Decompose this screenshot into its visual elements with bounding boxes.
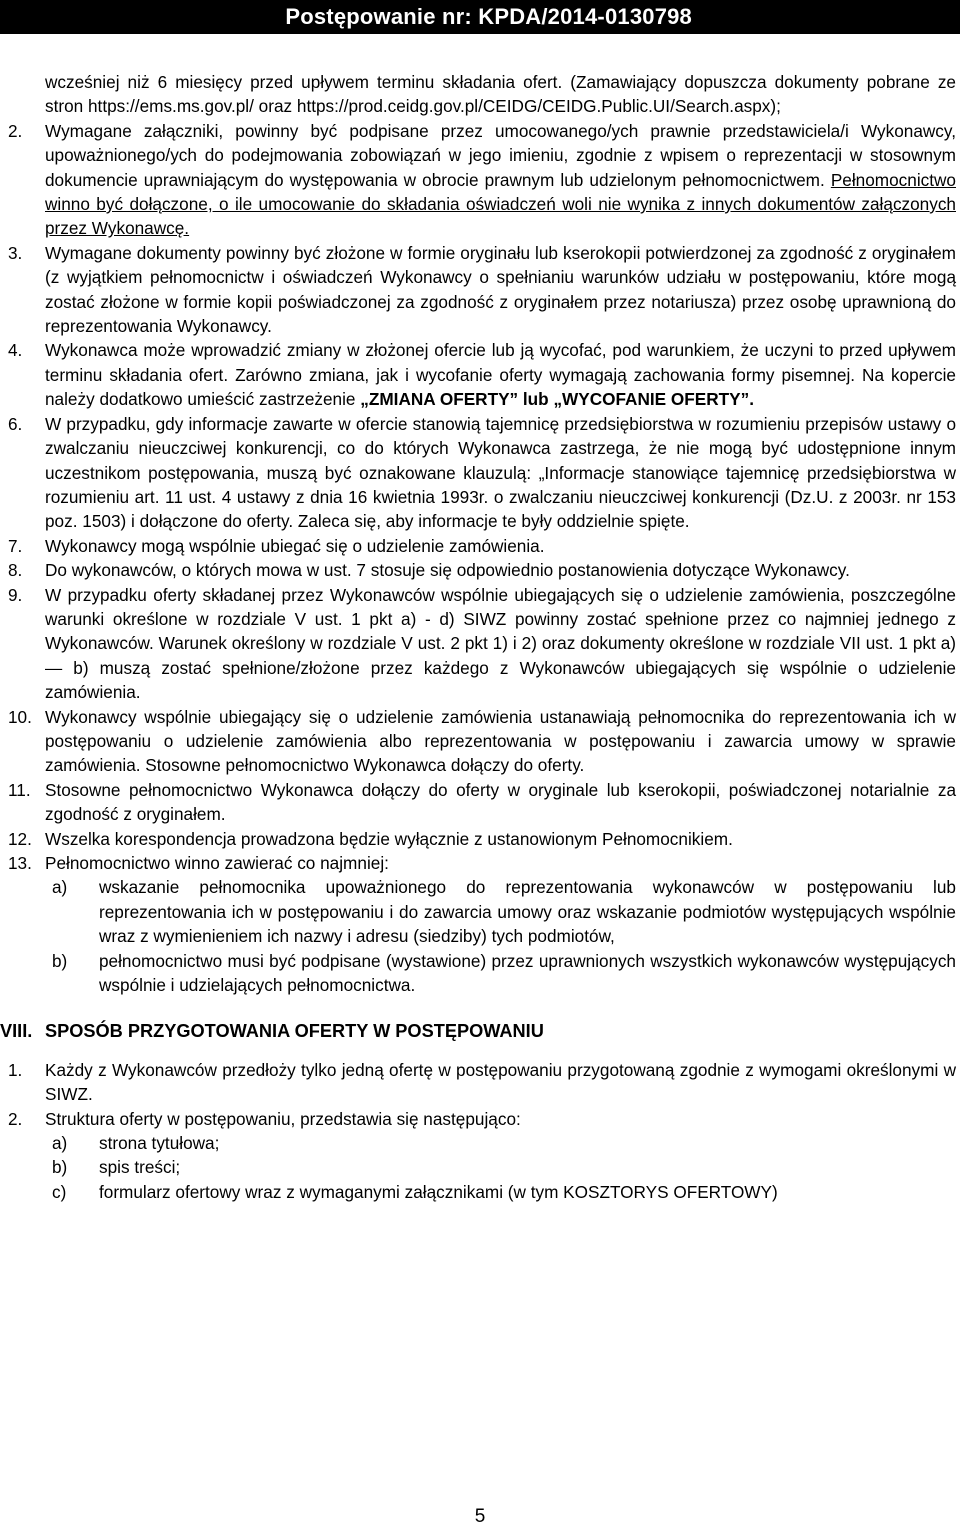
sub-item-text: spis treści; xyxy=(99,1157,181,1178)
item-number: 2. xyxy=(8,1108,23,1129)
structure-item-b xyxy=(8,1155,956,1179)
header-title: Postępowanie nr: KPDA/2014-0130798 xyxy=(285,4,692,29)
list-item-7 xyxy=(8,534,956,558)
item-text: Do wykonawców, o których mowa w ust. 7 stosuje się odpowiednio postanowienia dotyczące Wykonawcy. xyxy=(45,560,850,581)
item-text: W przypadku, gdy informacje zawarte w ofercie stanowią tajemnicę przedsiębiorstwa w rozumieniu przepisów ustawy o zwalczaniu nieuczciwej konkurencji, co do których Wykonawca zastrzega, że nie mogą być udostępnione innym uczestnikom postępowania, muszą być oznakowane klauzulą: „Informacje stanowiące tajemnicę przedsiębiorstwa w rozumieniu art. 11 ust. 4 ustawy z dnia 16 kwietnia 1993r. o zwalczaniu nieuczciwej konkurencji (Dz.U. z 2003r. nr 153 poz. 1503) i dołączone do oferty. Zaleca się, aby informacje te były oddzielnie spięte. xyxy=(45,413,956,532)
item-text: Wymagane załączniki, powinny być podpisane przez umocowanego/ych prawnie przedstawiciela/i Wykonawcy, upoważnionego/ych do podejmowania zobowiązań w jego imieniu, zgodnie z wpisem o reprezentacji w stosownym dokumencie uprawniającym do występowania w obrocie prawnym lub udzielonym pełnomocnictwem. xyxy=(45,120,956,190)
list-item-9 xyxy=(8,583,956,705)
page-number: 5 xyxy=(474,1506,486,1527)
list-item-6 xyxy=(8,412,956,534)
sub-item-letter: a) xyxy=(52,877,68,898)
sub-item-letter: b) xyxy=(52,950,68,971)
intro-text: wcześniej niż 6 miesięcy przed upływem terminu składania ofert. (Zamawiający dopuszcza dokumenty pobrane ze stron xyxy=(45,72,956,117)
item-number: 7. xyxy=(8,535,23,556)
item-number: 3. xyxy=(8,242,23,263)
list-item-10 xyxy=(8,705,956,778)
item-number: 6. xyxy=(8,413,23,434)
item-number: 4. xyxy=(8,340,23,361)
section-title: SPOSÓB PRZYGOTOWANIA OFERTY W POSTĘPOWANIU xyxy=(45,1021,544,1042)
sub-item-text: strona tytułowa; xyxy=(99,1133,220,1154)
item-number: 1. xyxy=(8,1059,23,1080)
sub-item-letter: a) xyxy=(52,1133,68,1154)
intro-text: ); xyxy=(770,96,781,117)
list-item-11 xyxy=(8,778,956,827)
section-item-1 xyxy=(8,1058,956,1107)
item-number: 13. xyxy=(8,853,32,873)
list-item-13 xyxy=(8,851,956,875)
item-text: Wykonawca może wprowadzić zmiany w złożonej ofercie lub ją wycofać, pod warunkiem, że uczyni to przed upływem terminu składania ofert. Zarówno zmiana, jak i wycofanie oferty wymagają zachowania formy pisemnej. Na kopercie należy dodatkowo umieścić zastrzeżenie xyxy=(45,340,956,410)
document-body xyxy=(0,70,956,1204)
item-text: Wszelka korespondencja prowadzona będzie wyłącznie z ustanowionym Pełnomocnikiem. xyxy=(45,828,733,849)
sub-item-text: formularz ofertowy wraz z wymaganymi załącznikami (w tym KOSZTORYS OFERTOWY) xyxy=(99,1181,778,1202)
item-text: Wymagane dokumenty powinny być złożone w formie oryginału lub kserokopii potwierdzonej za zgodność z oryginałem (z wyjątkiem pełnomocnictw i oświadczeń Wykonawcy o spełnianiu warunków udziału w postępowaniu, które mogą zostać złożone w formie kopii poświadczonej za zgodność z oryginałem przez notariusza) przez osobę uprawnioną do reprezentowania Wykonawcy. xyxy=(45,242,956,337)
sub-item-text: wskazanie pełnomocnika upoważnionego do reprezentowania wykonawców w postępowaniu lub reprezentowania ich w postępowaniu i do zawarcia umowy oraz wskazanie podmiotów występujących wspólnie wraz z wymienieniem ich nazwy i adresu (siedziby) tych podmiotów, xyxy=(99,877,956,947)
intro-paragraph xyxy=(8,70,956,119)
item-bold-text: „ZMIANA OFERTY” lub „WYCOFANIE OFERTY”. xyxy=(360,389,754,410)
item-number: 10. xyxy=(8,706,32,727)
structure-item-a xyxy=(8,1131,956,1155)
item-number: 2. xyxy=(8,120,23,141)
sub-item-letter: b) xyxy=(52,1157,68,1178)
item-number: 11. xyxy=(8,779,31,800)
page-header xyxy=(0,0,960,34)
list-item-3 xyxy=(8,241,956,339)
item-text: Struktura oferty w postępowaniu, przedstawia się następująco: xyxy=(45,1108,521,1129)
item-text: Każdy z Wykonawców przedłoży tylko jedną ofertę w postępowaniu przygotowaną zgodnie z wymogami określonymi w SIWZ. xyxy=(45,1059,956,1105)
item-text: Stosowne pełnomocnictwo Wykonawca dołączy do oferty w oryginale lub kserokopii, poświadczonej notarialnie za zgodność z oryginałem. xyxy=(45,779,956,825)
list-item-12 xyxy=(8,827,956,851)
ceidg-link[interactable]: https://prod.ceidg.gov.pl/CEIDG/CEIDG.Public.UI/Search.aspx xyxy=(296,96,771,117)
item-text: Wykonawcy wspólnie ubiegający się o udzielenie zamówienia ustanawiają pełnomocnika do reprezentowania ich w postępowaniu o udzielenie zamówienia albo reprezentowania w postępowaniu i zawarcia umowy w sprawie zamówienia. Stosowne pełnomocnictwo Wykonawca dołączy do oferty. xyxy=(45,706,956,776)
intro-text: oraz xyxy=(253,96,297,117)
sub-item-text: pełnomocnictwo musi być podpisane (wystawione) przez uprawnionych wszystkich wykonawców występujących wspólnie i udzielających pełnomocnictwa. xyxy=(99,950,956,996)
item-underlined-text: Pełnomocnictwo winno być dołączone, o ile umocowanie do składania oświadczeń woli nie wynika z innych dokumentów załączonych przez Wykonawcę. xyxy=(45,169,956,239)
sub-item-b xyxy=(8,949,956,998)
section-item-2 xyxy=(8,1107,956,1131)
list-item-2 xyxy=(8,119,956,241)
sub-item-letter: c) xyxy=(52,1181,67,1202)
item-number: 8. xyxy=(8,560,23,581)
list-item-8 xyxy=(8,558,956,582)
item-text: Pełnomocnictwo winno zawierać co najmniej: xyxy=(45,853,389,873)
sub-item-a xyxy=(8,875,956,948)
item-number: 9. xyxy=(8,584,23,605)
section-number: VIII. xyxy=(0,1021,33,1042)
item-text: Wykonawcy mogą wspólnie ubiegać się o udzielenie zamówienia. xyxy=(45,535,545,556)
structure-item-c xyxy=(8,1180,956,1204)
item-number: 12. xyxy=(8,828,32,849)
section-heading xyxy=(0,1019,956,1043)
list-item-4 xyxy=(8,338,956,411)
item-text: W przypadku oferty składanej przez Wykonawców wspólnie ubiegających się o udzielenie zamówienia, poszczególne warunki określone w rozdziale V ust. 1 pkt a) - d) SIWZ powinny zostać spełnione przez co najmniej jednego z Wykonawców. Warunek określony w rozdziale V ust. 2 pkt 1) i 2) oraz dokumenty określone w rozdziale VII ust. 1 pkt a) — b) muszą zostać spełnione/złożone przez każdego z Wykonawców ubiegających się wspólnie o udzielenie zamówienia. xyxy=(45,584,956,703)
ems-link[interactable]: https://ems.ms.gov.pl/ xyxy=(88,96,254,117)
